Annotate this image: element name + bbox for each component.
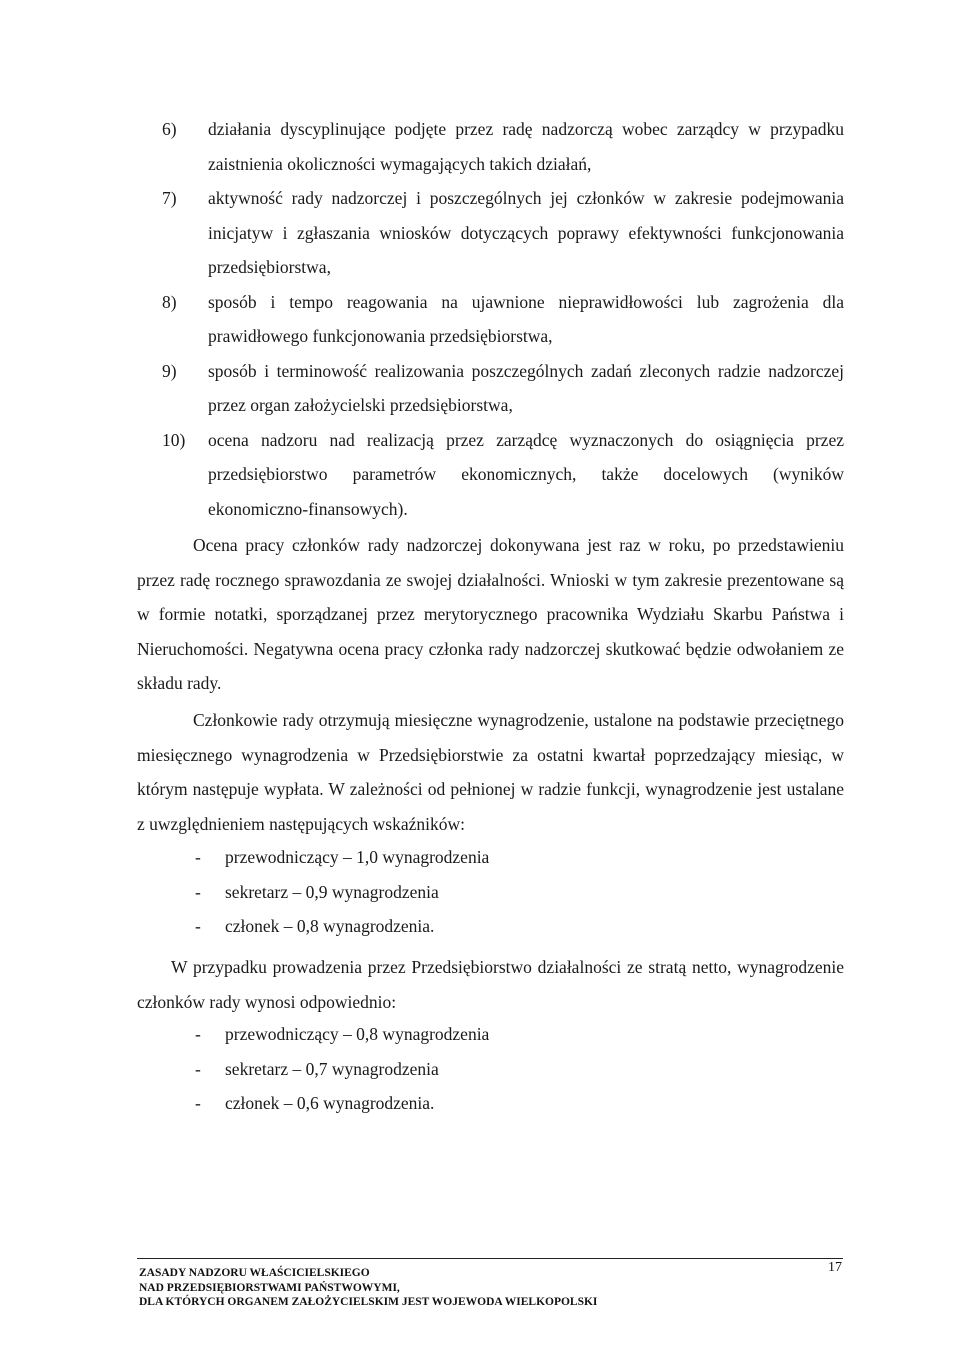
list-item (162, 181, 844, 285)
paragraph-remuneration: Członkowie rady otrzymują miesięczne wynagrodzenie, ustalone na podstawie przeciętnego miesięcznego wynagrodzenia w Przedsiębiorstwie za ostatni kwartał poprzedzający miesiąc, w którym następuje wypłata. W zależności od pełnionej w radzie funkcji, wynagrodzenie jest ustalane z uwzględnieniem następujących wskaźników: (137, 710, 844, 834)
list-item (162, 112, 844, 181)
dash-marker: - (195, 916, 201, 936)
list-item-text: sposób i terminowość realizowania poszczególnych zadań zleconych radzie nadzorczej przez organ założycielski przedsiębiorstwa, (208, 360, 844, 415)
dash-marker: - (195, 1058, 201, 1079)
list-item (195, 1052, 489, 1087)
list-item-text: sekretarz – 0,7 wynagrodzenia (225, 1058, 439, 1079)
list-item (195, 1086, 489, 1121)
list-item-number: 6) (162, 119, 177, 139)
page-number: 17 (828, 1260, 842, 1275)
numbered-list (162, 112, 844, 526)
list-item (195, 875, 489, 910)
footer-line: NAD PRZEDSIĘBIORSTWAMI PAŃSTWOWYMI, (139, 1281, 400, 1294)
list-item-text: aktywność rady nadzorczej i poszczególnych jej członków w zakresie podejmowania inicjatyw i zgłaszania wniosków dotyczących poprawy efektywności funkcjonowania przedsiębiorstwa, (208, 188, 844, 277)
list-item-number: 8) (162, 291, 177, 312)
list-item (195, 909, 489, 944)
list-item-text: sekretarz – 0,9 wynagrodzenia (225, 881, 439, 902)
list-item-text: członek – 0,8 wynagrodzenia. (225, 916, 435, 936)
list-item-number: 10) (162, 429, 186, 450)
paragraph-evaluation: Ocena pracy członków rady nadzorczej dokonywana jest raz w roku, po przedstawieniu przez radę rocznego sprawozdania ze swojej działalności. Wnioski w tym zakresie prezentowane są w formie notatki, sporządzanej przez merytorycznego pracownika Wydziału Skarbu Państwa i Nieruchomości. Negatywna ocena pracy członka rady nadzorczej skutkować będzie odwołaniem ze składu rady. (137, 535, 844, 693)
list-item-text: przewodniczący – 1,0 wynagrodzenia (225, 847, 490, 867)
list-item-text: działania dyscyplinujące podjęte przez radę nadzorczą wobec zarządcy w przypadku zaistnienia okoliczności wymagających takich działań, (208, 119, 844, 174)
list-item (195, 1017, 489, 1052)
dash-marker: - (195, 847, 201, 867)
list-item-number: 7) (162, 188, 177, 208)
list-item (162, 423, 844, 527)
page-footer (139, 1266, 799, 1310)
reduced-remuneration-list (195, 1017, 489, 1121)
dash-marker: - (195, 1093, 201, 1113)
footer-line: DLA KTÓRYCH ORGANEM ZAŁOŻYCIELSKIM JEST WOJEWODA WIELKOPOLSKI (139, 1296, 598, 1308)
remuneration-list (195, 840, 489, 944)
list-item (195, 840, 489, 875)
list-item (162, 285, 844, 354)
list-item-text: sposób i tempo reagowania na ujawnione nieprawidłowości lub zagrożenia dla prawidłowego funkcjonowania przedsiębiorstwa, (208, 291, 844, 346)
list-item-number: 9) (162, 360, 177, 381)
list-item-text: ocena nadzoru nad realizacją przez zarządcę wyznaczonych do osiągnięcia przez przedsiębiorstwo parametrów ekonomicznych, także docelowych (wyników ekonomiczno-finansowych). (208, 429, 844, 519)
dash-marker: - (195, 1024, 201, 1044)
footer-divider (137, 1258, 843, 1259)
list-item-text: członek – 0,6 wynagrodzenia. (225, 1093, 435, 1113)
list-item (162, 354, 844, 423)
paragraph-loss: W przypadku prowadzenia przez Przedsiębiorstwo działalności ze stratą netto, wynagrodzenie członków rady wynosi odpowiednio: (137, 957, 844, 1012)
list-item-text: przewodniczący – 0,8 wynagrodzenia (225, 1024, 490, 1044)
dash-marker: - (195, 881, 201, 902)
footer-line: ZASADY NADZORU WŁAŚCICIELSKIEGO (139, 1267, 370, 1279)
